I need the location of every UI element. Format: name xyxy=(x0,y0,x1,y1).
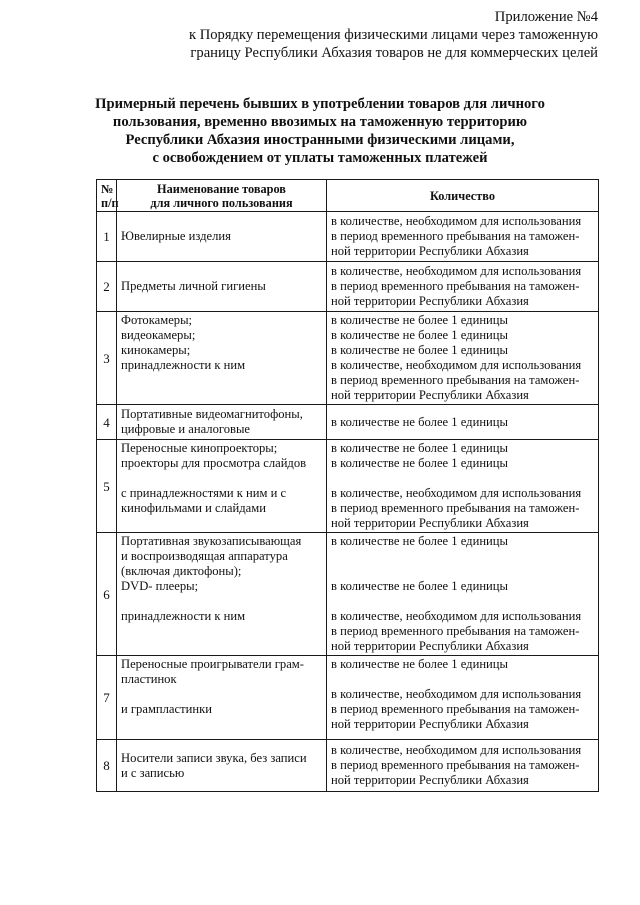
name-line: и с записью xyxy=(121,765,185,780)
qty-line: в количестве не более 1 единицы xyxy=(331,657,508,671)
title-line-4: с освобождением от уплаты таможенных платежей xyxy=(152,150,488,166)
row-qty xyxy=(327,656,599,740)
spacer xyxy=(331,672,594,687)
qty-line: в количестве не более 1 единицы xyxy=(331,441,508,455)
row-name xyxy=(117,312,327,405)
name-line: с принадлежностями к ним и с xyxy=(121,486,287,500)
qty-line: в количестве, необходимом для использования xyxy=(331,687,582,701)
qty-line: в количестве, необходимом для использования xyxy=(331,609,582,623)
qty-line: в количестве не более 1 единицы xyxy=(331,456,508,470)
name-line: принадлежности к ним xyxy=(121,358,246,372)
qty-line: ной территории Республики Абхазия xyxy=(331,773,529,787)
qty-line: в количестве, необходимом для использования xyxy=(331,214,582,228)
row-qty xyxy=(327,405,599,440)
qty-line: в количестве не более 1 единицы xyxy=(331,414,508,429)
row-name xyxy=(117,533,327,656)
spacer xyxy=(331,471,594,486)
row-name xyxy=(117,405,327,440)
qty-line: ной территории Республики Абхазия xyxy=(331,244,529,258)
row-number: 1 xyxy=(97,212,117,262)
name-line: Портативная звукозаписывающая xyxy=(121,534,302,548)
table-row xyxy=(97,440,599,533)
row-name xyxy=(117,440,327,533)
name-line: кинофильмами и слайдами xyxy=(121,501,266,515)
row-qty xyxy=(327,212,599,262)
qty-line: в период временного пребывания на таможен- xyxy=(331,373,580,387)
name-line: цифровые и аналоговые xyxy=(121,422,251,436)
row-number: 7 xyxy=(97,656,117,740)
name-line: Переносные проигрыватели грам- xyxy=(121,657,304,671)
qty-line: в период временного пребывания на таможен- xyxy=(331,279,580,293)
header-name xyxy=(117,180,327,212)
qty-line: в период временного пребывания на таможен- xyxy=(331,758,580,772)
header-num xyxy=(97,180,117,212)
name-line: принадлежности к ним xyxy=(121,609,246,623)
name-line: и воспроизводящая аппаратура xyxy=(121,549,288,563)
name-line: кинокамеры; xyxy=(121,343,191,357)
row-qty xyxy=(327,740,599,792)
row-name xyxy=(117,262,327,312)
name-line: проекторы для просмотра слайдов xyxy=(121,456,307,470)
table-row xyxy=(97,740,599,792)
qty-line: в количестве, необходимом для использования xyxy=(331,358,582,372)
qty-line: в количестве, необходимом для использования xyxy=(331,486,582,500)
name-line: пластинок xyxy=(121,672,177,686)
row-qty xyxy=(327,533,599,656)
qty-line: ной территории Республики Абхазия xyxy=(331,294,529,308)
name-line: Предметы личной гигиены xyxy=(121,279,266,293)
spacer xyxy=(331,564,594,579)
qty-line: в количестве не более 1 единицы xyxy=(331,343,508,357)
qty-line: в количестве, необходимом для использования xyxy=(331,743,582,757)
row-qty xyxy=(327,440,599,533)
qty-line: в количестве не более 1 единицы xyxy=(331,313,508,327)
appendix-line-1: к Порядку перемещения физическими лицами через таможенную xyxy=(188,27,598,43)
appendix-number: Приложение №4 xyxy=(494,9,598,25)
table-row xyxy=(97,656,599,740)
spacer xyxy=(331,594,594,609)
name-line: Носители записи звука, без записи xyxy=(121,750,307,765)
appendix-line-2: границу Республики Абхазия товаров не для коммерческих целей xyxy=(190,45,598,61)
qty-line: ной территории Республики Абхазия xyxy=(331,388,529,402)
qty-line: ной территории Республики Абхазия xyxy=(331,639,529,653)
spacer xyxy=(331,549,594,564)
name-line: Фотокамеры; xyxy=(121,313,193,327)
spacer xyxy=(121,594,322,609)
row-name xyxy=(117,212,327,262)
name-line: (включая диктофоны); xyxy=(121,564,242,578)
qty-line: ной территории Республики Абхазия xyxy=(331,516,529,530)
qty-line: ной территории Республики Абхазия xyxy=(331,717,529,731)
header-qty: Количество xyxy=(327,180,599,212)
header-num-line-2: п/п xyxy=(101,195,119,210)
table-header-row xyxy=(97,180,599,212)
qty-line: в период временного пребывания на таможен- xyxy=(331,229,580,243)
header-num-line-1: № xyxy=(101,181,114,196)
qty-line: в период временного пребывания на таможен- xyxy=(331,624,580,638)
spacer xyxy=(121,471,322,486)
row-qty xyxy=(327,312,599,405)
spacer xyxy=(121,687,322,702)
table-row xyxy=(97,312,599,405)
title-line-3: Республики Абхазия иностранными физическими лицами, xyxy=(125,132,515,148)
title-line-1: Примерный перечень бывших в употреблении товаров для личного xyxy=(95,96,545,112)
name-line: Переносные кинопроекторы; xyxy=(121,441,278,455)
row-number: 2 xyxy=(97,262,117,312)
name-line: DVD- плееры; xyxy=(121,579,199,593)
row-number: 8 xyxy=(97,740,117,792)
row-number: 3 xyxy=(97,312,117,405)
table-row xyxy=(97,533,599,656)
name-line: видеокамеры; xyxy=(121,328,196,342)
qty-line: в количестве, необходимом для использования xyxy=(331,264,582,278)
row-number: 6 xyxy=(97,533,117,656)
qty-line: в период временного пребывания на таможен- xyxy=(331,501,580,515)
qty-line: в количестве не более 1 единицы xyxy=(331,328,508,342)
row-number: 5 xyxy=(97,440,117,533)
qty-line: в количестве не более 1 единицы xyxy=(331,579,508,593)
row-name xyxy=(117,656,327,740)
document-title xyxy=(80,95,560,167)
table-row xyxy=(97,405,599,440)
name-line: Ювелирные изделия xyxy=(121,229,231,243)
header-name-line-1: Наименование товаров xyxy=(157,181,286,196)
header-name-line-2: для личного пользования xyxy=(150,195,293,210)
table-row xyxy=(97,262,599,312)
name-line: Портативные видеомагнитофоны, xyxy=(121,407,303,421)
row-number: 4 xyxy=(97,405,117,440)
goods-table xyxy=(96,179,599,792)
appendix-header xyxy=(140,8,598,62)
row-name xyxy=(117,740,327,792)
name-line: и грампластинки xyxy=(121,702,212,716)
qty-line: в количестве не более 1 единицы xyxy=(331,534,508,548)
table-row xyxy=(97,212,599,262)
row-qty xyxy=(327,262,599,312)
qty-line: в период временного пребывания на таможен- xyxy=(331,702,580,716)
title-line-2: пользования, временно ввозимых на таможенную территорию xyxy=(112,114,528,130)
